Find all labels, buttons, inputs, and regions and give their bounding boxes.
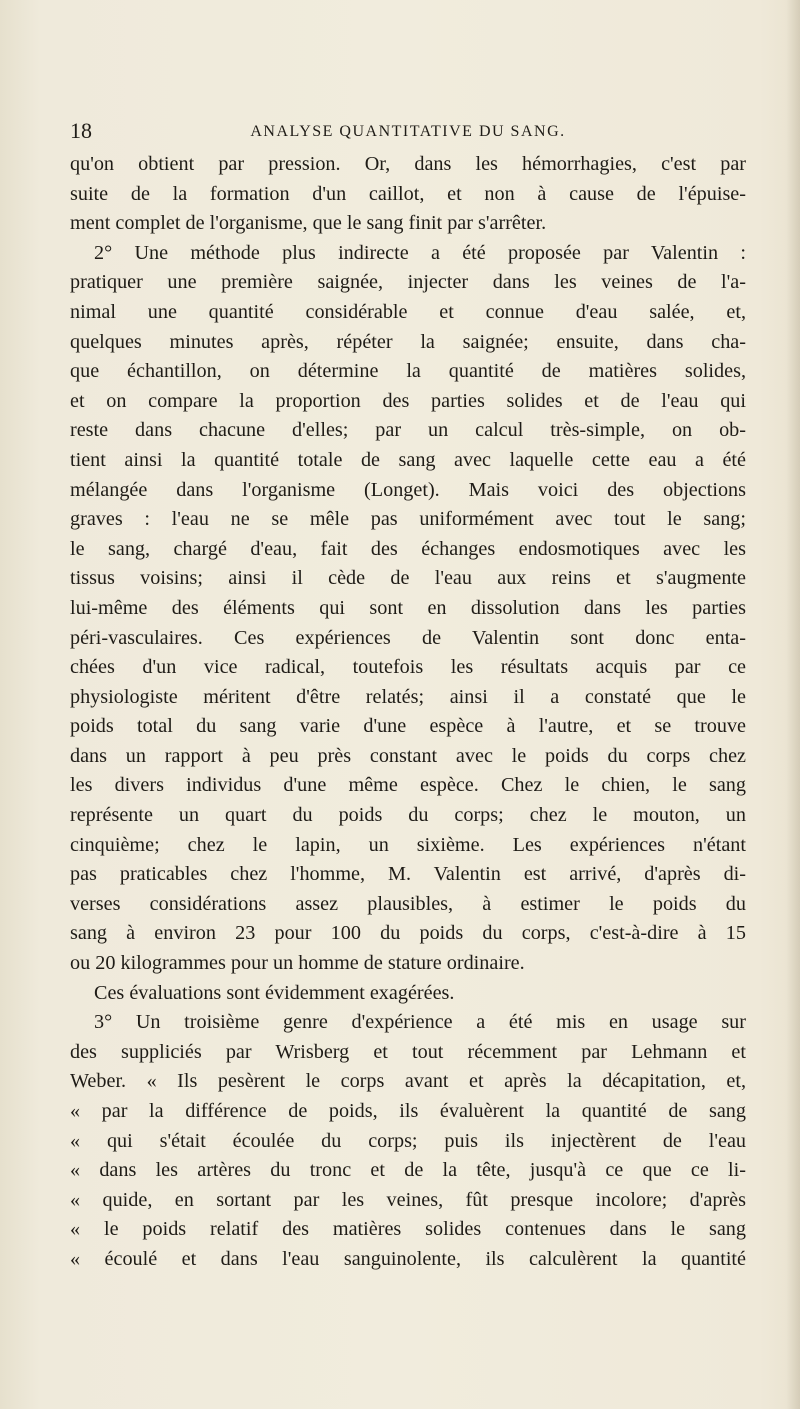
- text-line: « dans les artères du tronc et de la tête, jusqu'à ce que ce li-: [70, 1159, 746, 1182]
- text-line: 2° Une méthode plus indirecte a été proposée par Valentin :: [94, 241, 746, 264]
- text-line: poids total du sang varie d'une espèce à l'autre, et se trouve: [70, 715, 746, 738]
- text-line: que échantillon, on détermine la quantité de matières solides,: [70, 360, 746, 383]
- text-line: suite de la formation d'un caillot, et non à cause de l'épuise-: [70, 182, 746, 205]
- text-line: sang à environ 23 pour 100 du poids du corps, c'est-à-dire à 15: [70, 922, 746, 945]
- text-line: et on compare la proportion des parties solides et de l'eau qui: [70, 389, 746, 412]
- text-line: quelques minutes après, répéter la saignée; ensuite, dans cha-: [70, 330, 746, 353]
- body-text: [70, 150, 746, 1275]
- text-line: le sang, chargé d'eau, fait des échanges endosmotiques avec les: [70, 537, 746, 560]
- text-line: ou 20 kilogrammes pour un homme de stature ordinaire.: [70, 952, 525, 975]
- text-line: reste dans chacune d'elles; par un calcul très-simple, on ob-: [70, 419, 746, 442]
- text-line: lui-même des éléments qui sont en dissolution dans les parties: [70, 596, 746, 619]
- text-line: « écoulé et dans l'eau sanguinolente, ils calculèrent la quantité: [70, 1247, 746, 1270]
- text-line: ment complet de l'organisme, que le sang finit par s'arrêter.: [70, 212, 547, 235]
- text-line: péri-vasculaires. Ces expériences de Valentin sont donc enta-: [70, 626, 746, 649]
- text-line: 3° Un troisième genre d'expérience a été mis en usage sur: [94, 1011, 746, 1034]
- text-line: chées d'un vice radical, toutefois les résultats acquis par ce: [70, 656, 746, 679]
- text-line: dans un rapport à peu près constant avec le poids du corps chez: [70, 744, 746, 767]
- text-line: pratiquer une première saignée, injecter dans les veines de l'a-: [70, 271, 746, 294]
- text-line: pas praticables chez l'homme, M. Valentin est arrivé, d'après di-: [70, 863, 746, 886]
- text-line: des suppliciés par Wrisberg et tout récemment par Lehmann et: [70, 1040, 746, 1063]
- text-line: « par la différence de poids, ils évaluèrent la quantité de sang: [70, 1100, 746, 1122]
- text-line: « qui s'était écoulée du corps; puis ils injectèrent de l'eau: [70, 1129, 746, 1152]
- text-line: les divers individus d'une même espèce. Chez le chien, le sang: [70, 774, 746, 797]
- text-line: représente un quart du poids du corps; chez le mouton, un: [70, 804, 746, 827]
- text-line: Weber. « Ils pesèrent le corps avant et après la décapitation, et,: [70, 1070, 746, 1093]
- text-line: « quide, en sortant par les veines, fût presque incolore; d'après: [70, 1188, 746, 1211]
- page-edge-shadow: [786, 0, 800, 1409]
- text-line: « le poids relatif des matières solides contenues dans le sang: [70, 1218, 746, 1241]
- text-line: qu'on obtient par pression. Or, dans les hémorrhagies, c'est par: [70, 153, 746, 175]
- text-line: nimal une quantité considérable et connue d'eau salée, et,: [70, 300, 746, 323]
- page-header: [70, 118, 746, 144]
- text-line: graves : l'eau ne se mêle pas uniformément avec tout le sang;: [70, 508, 746, 531]
- text-line: tient ainsi la quantité totale de sang avec laquelle cette eau a été: [70, 448, 746, 471]
- text-line: physiologiste méritent d'être relatés; ainsi il a constaté que le: [70, 685, 746, 708]
- text-line: tissus voisins; ainsi il cède de l'eau aux reins et s'augmente: [70, 567, 746, 590]
- text-line: mélangée dans l'organisme (Longet). Mais voici des objections: [70, 478, 746, 501]
- text-line: verses considérations assez plausibles, à estimer le poids du: [70, 892, 746, 915]
- text-line: cinquième; chez le lapin, un sixième. Les expériences n'étant: [70, 833, 746, 856]
- text-line: Ces évaluations sont évidemment exagérées.: [94, 981, 455, 1004]
- page-number: 18: [70, 118, 92, 143]
- running-title: ANALYSE QUANTITATIVE DU SANG.: [250, 123, 566, 140]
